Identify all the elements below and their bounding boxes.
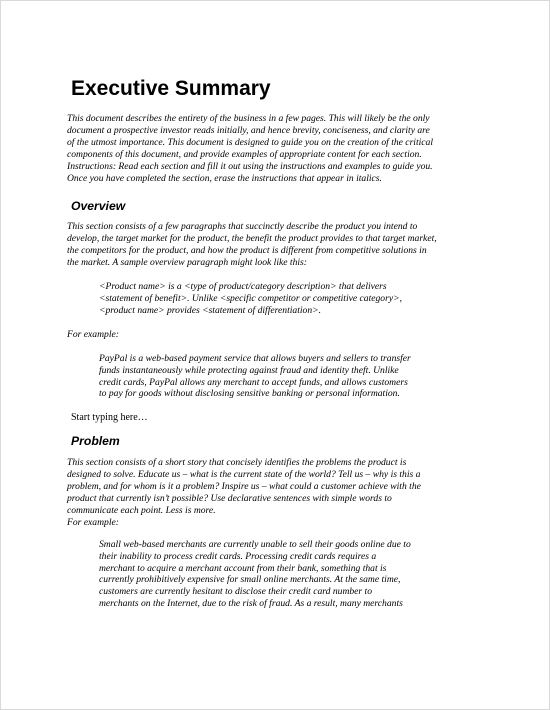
example-line: customers are currently hesitant to disclose their credit card number to <box>99 586 373 598</box>
example-line: their inability to process credit cards. Processing credit cards requires a <box>99 550 377 562</box>
problem-line: communicate each point. Less is more. <box>67 504 216 516</box>
intro-line: Instructions: Read each section and fill it out using the instructions and examples to guide you. <box>67 160 433 172</box>
overview-line: develop, the target market for the product, the benefit the product provides to that target market, <box>67 233 437 245</box>
example-line: currently prohibitively expensive for small online merchants. At the same time, <box>99 574 401 586</box>
overview-sample-paragraph <box>99 281 485 317</box>
example-line: funds instantaneously while protecting against fraud and identity theft. Unlike <box>99 364 399 376</box>
problem-paragraph <box>67 457 485 528</box>
problem-heading: Problem <box>71 434 120 449</box>
intro-line: components of this document, and provide examples of appropriate content for each section. <box>67 148 422 160</box>
intro-line: document a prospective investor reads initially, and hence brevity, conciseness, and clarity are <box>67 124 430 136</box>
document-title: Executive Summary <box>71 77 271 100</box>
sample-line: <statement of benefit>. Unlike <specific competitor or competitive category>, <box>99 292 402 304</box>
problem-line: product that currently isn’t possible? Use declarative sentences with simple words to <box>67 493 392 505</box>
example-line: merchant to acquire a merchant account from their bank, something that is <box>99 562 387 574</box>
sample-line: <Product name> is a <type of product/category description> that delivers <box>99 281 387 293</box>
example-line: Small web-based merchants are currently unable to sell their goods online due to <box>99 538 411 550</box>
problem-line: For example: <box>67 516 119 528</box>
intro-line: of the utmost importance. This document is designed to guide you on the creation of the critical <box>67 136 434 148</box>
for-example-label: For example: <box>67 328 119 340</box>
document-body <box>67 75 485 610</box>
example-line: credit cards, PayPal allows any merchant to accept funds, and allows customers <box>99 376 408 388</box>
overview-line: the competitors for the product, and how the product is different from competitive solutions in <box>67 245 427 257</box>
overview-paragraph <box>67 221 485 269</box>
intro-line: This document describes the entirety of the business in a few pages. This will likely be the only <box>67 113 430 124</box>
example-line: merchants on the Internet, due to the risk of fraud. As a result, many merchants <box>99 598 403 610</box>
example-line: PayPal is a web-based payment service that allows buyers and sellers to transfer <box>99 352 411 364</box>
overview-heading: Overview <box>71 199 126 214</box>
problem-line: problem, and for whom is it a problem? Inspire us – what could a customer achieve with the <box>67 481 421 493</box>
sample-line: <product name> provides <statement of differentiation>. <box>99 304 322 316</box>
intro-paragraph <box>67 113 485 184</box>
example-line: to pay for goods without disclosing sensitive banking or personal information. <box>99 388 400 400</box>
problem-line: designed to solve. Educate us – what is the current state of the world? Tell us – why is this a <box>67 469 421 481</box>
overview-line: the market. A sample overview paragraph might look like this: <box>67 257 307 269</box>
problem-line: This section consists of a short story that concisely identifies the problems the product is <box>67 457 407 469</box>
overview-line: This section consists of a few paragraphs that succinctly describe the product you intend to <box>67 221 418 233</box>
problem-example-paragraph <box>99 539 485 610</box>
intro-line: Once you have completed the section, erase the instructions that appear in italics. <box>67 172 382 184</box>
start-typing-placeholder[interactable]: Start typing here… <box>71 412 148 424</box>
overview-example-paragraph <box>99 353 485 401</box>
